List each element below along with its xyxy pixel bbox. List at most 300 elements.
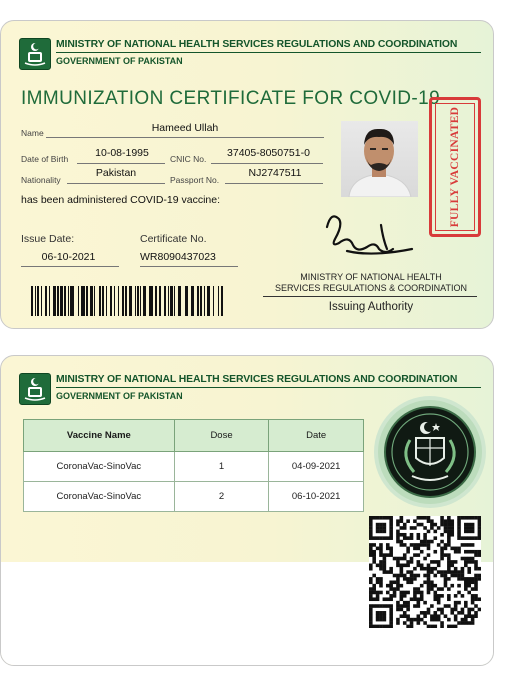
qr-module bbox=[447, 519, 451, 523]
qr-module bbox=[474, 567, 478, 571]
qr-module bbox=[403, 553, 407, 557]
qr-module bbox=[478, 516, 481, 520]
qr-module bbox=[389, 567, 393, 571]
qr-module bbox=[447, 526, 451, 530]
barcode-bar bbox=[164, 286, 166, 316]
qr-module bbox=[383, 516, 387, 520]
qr-module bbox=[369, 553, 373, 557]
qr-module bbox=[447, 594, 451, 598]
barcode-bar bbox=[218, 286, 219, 316]
qr-module bbox=[427, 547, 431, 551]
qr-module bbox=[420, 611, 424, 615]
qr-module bbox=[464, 543, 468, 547]
qr-module bbox=[417, 547, 421, 551]
qr-module bbox=[410, 580, 414, 584]
barcode-bar bbox=[221, 286, 223, 316]
dose-cell: 1 bbox=[174, 452, 269, 482]
fully-vaccinated-stamp bbox=[429, 97, 481, 237]
qr-module bbox=[430, 540, 434, 544]
qr-module bbox=[478, 536, 481, 540]
barcode-bar bbox=[204, 286, 205, 316]
qr-module bbox=[450, 608, 454, 612]
qr-module bbox=[440, 547, 444, 551]
qr-module bbox=[478, 577, 481, 581]
barcode-bar bbox=[86, 286, 88, 316]
qr-module bbox=[386, 570, 390, 574]
qr-module bbox=[417, 516, 421, 520]
qr-module bbox=[372, 550, 376, 554]
qr-module bbox=[444, 543, 448, 547]
qr-module bbox=[447, 570, 451, 574]
qr-module bbox=[376, 580, 380, 584]
barcode-bar bbox=[37, 286, 39, 316]
qr-module bbox=[369, 567, 373, 571]
qr-module bbox=[400, 591, 404, 595]
qr-module bbox=[396, 577, 400, 581]
qr-module bbox=[461, 516, 465, 520]
qr-module bbox=[396, 533, 400, 537]
qr-module bbox=[471, 580, 475, 584]
qr-module bbox=[396, 584, 400, 588]
barcode-bar bbox=[125, 286, 127, 316]
qr-module bbox=[400, 516, 404, 520]
qr-module bbox=[471, 618, 475, 622]
qr-module bbox=[396, 621, 400, 625]
qr-module bbox=[450, 570, 454, 574]
table-row bbox=[24, 452, 364, 482]
qr-module bbox=[403, 526, 407, 530]
authority-divider bbox=[263, 296, 477, 297]
qr-module bbox=[396, 604, 400, 608]
certificate-label: Certificate No. bbox=[140, 233, 207, 245]
qr-module bbox=[406, 536, 410, 540]
qr-module bbox=[369, 550, 373, 554]
qr-module bbox=[420, 550, 424, 554]
barcode-bar bbox=[178, 286, 181, 316]
qr-module bbox=[393, 574, 397, 578]
qr-module bbox=[379, 591, 383, 595]
qr-module bbox=[437, 597, 441, 601]
qr-module bbox=[467, 536, 471, 540]
issue-date-underline bbox=[21, 266, 119, 267]
qr-module bbox=[447, 516, 451, 520]
qr-module bbox=[383, 530, 387, 534]
qr-module bbox=[467, 580, 471, 584]
qr-module bbox=[467, 577, 471, 581]
qr-module bbox=[420, 567, 424, 571]
qr-module bbox=[420, 564, 424, 568]
qr-module bbox=[379, 564, 383, 568]
qr-module bbox=[430, 604, 434, 608]
qr-module bbox=[450, 530, 454, 534]
qr-module bbox=[369, 536, 373, 540]
qr-module bbox=[376, 604, 380, 608]
qr-module bbox=[450, 526, 454, 530]
qr-module bbox=[440, 611, 444, 615]
qr-module bbox=[372, 560, 376, 564]
qr-module bbox=[464, 550, 468, 554]
qr-module bbox=[396, 560, 400, 564]
authority-line2: SERVICES REGULATIONS & COORDINATION bbox=[274, 283, 468, 293]
header-divider bbox=[56, 387, 481, 388]
qr-module bbox=[417, 564, 421, 568]
qr-module bbox=[437, 543, 441, 547]
barcode-bar bbox=[155, 286, 157, 316]
qr-module bbox=[393, 557, 397, 561]
qr-module bbox=[444, 530, 448, 534]
qr-module bbox=[389, 533, 393, 537]
qr-module bbox=[450, 547, 454, 551]
qr-module bbox=[406, 560, 410, 564]
qr-module bbox=[372, 553, 376, 557]
qr-module bbox=[474, 560, 478, 564]
barcode-bar bbox=[140, 286, 141, 316]
qr-module bbox=[403, 577, 407, 581]
qr-module bbox=[379, 530, 383, 534]
qr-module bbox=[423, 614, 427, 618]
qr-module bbox=[410, 577, 414, 581]
qr-module bbox=[417, 587, 421, 591]
qr-module bbox=[444, 570, 448, 574]
qr-module bbox=[474, 584, 478, 588]
qr-module bbox=[420, 584, 424, 588]
qr-module bbox=[427, 580, 431, 584]
qr-module bbox=[433, 523, 437, 527]
date-cell: 04-09-2021 bbox=[269, 452, 364, 482]
barcode-bar bbox=[135, 286, 136, 316]
qr-module bbox=[444, 580, 448, 584]
qr-module bbox=[461, 577, 465, 581]
qr-module bbox=[467, 526, 471, 530]
qr-module bbox=[440, 533, 444, 537]
qr-module bbox=[389, 536, 393, 540]
qr-module bbox=[417, 536, 421, 540]
qr-module bbox=[379, 567, 383, 571]
qr-module bbox=[406, 608, 410, 612]
qr-module bbox=[417, 560, 421, 564]
qr-module bbox=[450, 564, 454, 568]
qr-module bbox=[410, 597, 414, 601]
qr-module bbox=[430, 570, 434, 574]
qr-module bbox=[410, 536, 414, 540]
qr-module bbox=[413, 553, 417, 557]
qr-module bbox=[427, 625, 431, 628]
qr-module bbox=[417, 574, 421, 578]
barcode-bar bbox=[94, 286, 95, 316]
qr-module bbox=[474, 574, 478, 578]
qr-module bbox=[400, 584, 404, 588]
qr-module bbox=[478, 597, 481, 601]
name-underline bbox=[46, 137, 324, 138]
qr-module bbox=[478, 519, 481, 523]
qr-module bbox=[376, 536, 380, 540]
qr-module bbox=[430, 587, 434, 591]
qr-module bbox=[471, 516, 475, 520]
qr-module bbox=[369, 547, 373, 551]
qr-module bbox=[420, 594, 424, 598]
barcode-bar bbox=[99, 286, 101, 316]
qr-module bbox=[413, 547, 417, 551]
qr-module bbox=[376, 577, 380, 581]
qr-module bbox=[400, 594, 404, 598]
qr-module bbox=[406, 580, 410, 584]
qr-module bbox=[400, 564, 404, 568]
qr-module bbox=[389, 584, 393, 588]
table-header-row bbox=[24, 420, 364, 452]
qr-module bbox=[444, 523, 448, 527]
nationality-value: Pakistan bbox=[95, 167, 137, 179]
qr-module bbox=[427, 584, 431, 588]
qr-module bbox=[471, 601, 475, 605]
qr-module bbox=[389, 553, 393, 557]
qr-module bbox=[389, 597, 393, 601]
qr-module bbox=[427, 540, 431, 544]
qr-module bbox=[396, 608, 400, 612]
qr-module bbox=[450, 523, 454, 527]
qr-module bbox=[464, 604, 468, 608]
qr-module bbox=[433, 618, 437, 622]
qr-module bbox=[379, 580, 383, 584]
qr-module bbox=[457, 601, 461, 605]
signature-icon bbox=[317, 205, 417, 265]
qr-module bbox=[467, 543, 471, 547]
column-header-date: Date bbox=[269, 420, 364, 452]
column-header-vaccine-name: Vaccine Name bbox=[24, 420, 175, 452]
stamp-text: FULLY VACCINATED bbox=[449, 106, 461, 228]
barcode-bar bbox=[129, 286, 132, 316]
qr-module bbox=[440, 594, 444, 598]
qr-module bbox=[444, 526, 448, 530]
qr-module bbox=[400, 540, 404, 544]
qr-module bbox=[389, 608, 393, 612]
barcode-bar bbox=[118, 286, 119, 316]
qr-module bbox=[467, 516, 471, 520]
qr-module bbox=[400, 526, 404, 530]
qr-module bbox=[430, 519, 434, 523]
qr-module bbox=[376, 625, 380, 628]
barcode-bar bbox=[90, 286, 93, 316]
qr-module bbox=[461, 618, 465, 622]
qr-module bbox=[410, 570, 414, 574]
qr-module bbox=[433, 530, 437, 534]
qr-module bbox=[454, 608, 458, 612]
qr-module bbox=[440, 621, 444, 625]
barcode-bar bbox=[110, 286, 112, 316]
qr-module bbox=[403, 594, 407, 598]
qr-module bbox=[379, 550, 383, 554]
qr-module bbox=[474, 536, 478, 540]
qr-module bbox=[372, 557, 376, 561]
qr-module bbox=[383, 625, 387, 628]
qr-module bbox=[430, 580, 434, 584]
qr-module bbox=[427, 574, 431, 578]
barcode-bar bbox=[207, 286, 210, 316]
qr-module bbox=[427, 587, 431, 591]
qr-module bbox=[396, 536, 400, 540]
qr-module bbox=[471, 577, 475, 581]
qr-module bbox=[437, 570, 441, 574]
qr-module bbox=[478, 608, 481, 612]
qr-module bbox=[383, 523, 387, 527]
qr-module bbox=[396, 601, 400, 605]
name-label: Name bbox=[21, 128, 44, 138]
barcode-bar bbox=[191, 286, 194, 316]
barcode-bar bbox=[185, 286, 188, 316]
qr-module bbox=[440, 523, 444, 527]
qr-module bbox=[433, 536, 437, 540]
certificate-back-card bbox=[0, 355, 494, 666]
qr-module bbox=[403, 557, 407, 561]
table-row bbox=[24, 482, 364, 512]
qr-module bbox=[457, 550, 461, 554]
qr-module bbox=[437, 614, 441, 618]
dob-value: 10-08-1995 bbox=[95, 147, 149, 159]
qr-module bbox=[389, 611, 393, 615]
qr-module bbox=[369, 516, 373, 520]
barcode-bar bbox=[106, 286, 107, 316]
certificate-value: WR8090437023 bbox=[140, 251, 216, 263]
qr-module bbox=[447, 533, 451, 537]
qr-module bbox=[478, 567, 481, 571]
qr-module bbox=[403, 621, 407, 625]
barcode-bar bbox=[174, 286, 175, 316]
cnic-underline bbox=[211, 163, 323, 164]
qr-module bbox=[396, 587, 400, 591]
qr-module bbox=[467, 614, 471, 618]
qr-module bbox=[467, 560, 471, 564]
qr-module bbox=[386, 625, 390, 628]
qr-module bbox=[376, 523, 380, 527]
qr-module bbox=[369, 526, 373, 530]
barcode-bar bbox=[35, 286, 36, 316]
column-header-dose: Dose bbox=[174, 420, 269, 452]
barcode-bar bbox=[60, 286, 63, 316]
qr-module bbox=[420, 523, 424, 527]
qr-module bbox=[383, 618, 387, 622]
qr-module bbox=[437, 594, 441, 598]
qr-module bbox=[376, 564, 380, 568]
qr-module bbox=[454, 625, 458, 628]
qr-module bbox=[447, 597, 451, 601]
qr-module bbox=[417, 553, 421, 557]
barcode-bar bbox=[81, 286, 85, 316]
qr-module bbox=[427, 530, 431, 534]
qr-module bbox=[450, 533, 454, 537]
qr-module bbox=[403, 523, 407, 527]
qr-module bbox=[379, 604, 383, 608]
qr-module bbox=[417, 614, 421, 618]
qr-module bbox=[430, 567, 434, 571]
qr-module bbox=[417, 543, 421, 547]
qr-module bbox=[437, 608, 441, 612]
qr-module bbox=[417, 604, 421, 608]
nationality-underline bbox=[67, 183, 165, 184]
qr-module bbox=[444, 584, 448, 588]
qr-module bbox=[423, 567, 427, 571]
qr-module bbox=[389, 547, 393, 551]
qr-module bbox=[461, 567, 465, 571]
qr-module bbox=[389, 625, 393, 628]
qr-module bbox=[433, 584, 437, 588]
government-name: GOVERNMENT OF PAKISTAN bbox=[56, 391, 183, 401]
qr-module bbox=[389, 621, 393, 625]
qr-module bbox=[393, 587, 397, 591]
qr-module bbox=[478, 533, 481, 537]
qr-module bbox=[383, 557, 387, 561]
qr-module bbox=[450, 560, 454, 564]
qr-module bbox=[376, 597, 380, 601]
qr-module bbox=[383, 553, 387, 557]
qr-module bbox=[467, 557, 471, 561]
header-divider bbox=[56, 52, 481, 53]
qr-module bbox=[406, 519, 410, 523]
qr-module bbox=[423, 543, 427, 547]
certificate-underline bbox=[140, 266, 238, 267]
barcode-bar bbox=[41, 286, 42, 316]
qr-module bbox=[423, 526, 427, 530]
qr-module bbox=[464, 577, 468, 581]
qr-module bbox=[406, 550, 410, 554]
qr-module bbox=[478, 550, 481, 554]
qr-module bbox=[461, 570, 465, 574]
qr-module bbox=[406, 604, 410, 608]
qr-module bbox=[403, 614, 407, 618]
qr-module bbox=[417, 533, 421, 537]
qr-module bbox=[464, 618, 468, 622]
qr-module bbox=[379, 536, 383, 540]
barcode-bar bbox=[64, 286, 66, 316]
qr-module bbox=[447, 536, 451, 540]
qr-module bbox=[420, 597, 424, 601]
qr-module bbox=[464, 621, 468, 625]
qr-module bbox=[471, 550, 475, 554]
qr-module bbox=[423, 516, 427, 520]
administered-text: has been administered COVID-19 vaccine: bbox=[21, 194, 221, 206]
qr-module bbox=[454, 601, 458, 605]
qr-module bbox=[447, 540, 451, 544]
qr-module bbox=[403, 574, 407, 578]
qr-module bbox=[440, 540, 444, 544]
dob-label: Date of Birth bbox=[21, 154, 69, 164]
government-name: GOVERNMENT OF PAKISTAN bbox=[56, 56, 183, 66]
qr-module bbox=[467, 567, 471, 571]
qr-module bbox=[413, 591, 417, 595]
qr-module bbox=[474, 577, 478, 581]
qr-module bbox=[372, 587, 376, 591]
qr-module bbox=[383, 570, 387, 574]
qr-module bbox=[379, 553, 383, 557]
issue-date-value: 06-10-2021 bbox=[41, 251, 96, 263]
qr-module bbox=[447, 557, 451, 561]
qr-module bbox=[389, 519, 393, 523]
qr-module bbox=[376, 618, 380, 622]
qr-module bbox=[423, 540, 427, 544]
pakistan-emblem-icon bbox=[19, 38, 51, 70]
qr-module bbox=[379, 625, 383, 628]
qr-module bbox=[417, 591, 421, 595]
barcode-bar bbox=[102, 286, 104, 316]
qr-module bbox=[457, 526, 461, 530]
qr-module bbox=[433, 560, 437, 564]
qr-module bbox=[372, 536, 376, 540]
qr-module bbox=[420, 543, 424, 547]
qr-module bbox=[376, 516, 380, 520]
qr-module bbox=[383, 567, 387, 571]
qr-module bbox=[433, 574, 437, 578]
qr-module bbox=[406, 591, 410, 595]
qr-module bbox=[457, 621, 461, 625]
ministry-name: MINISTRY OF NATIONAL HEALTH SERVICES REGULATIONS AND COORDINATION bbox=[56, 39, 458, 50]
